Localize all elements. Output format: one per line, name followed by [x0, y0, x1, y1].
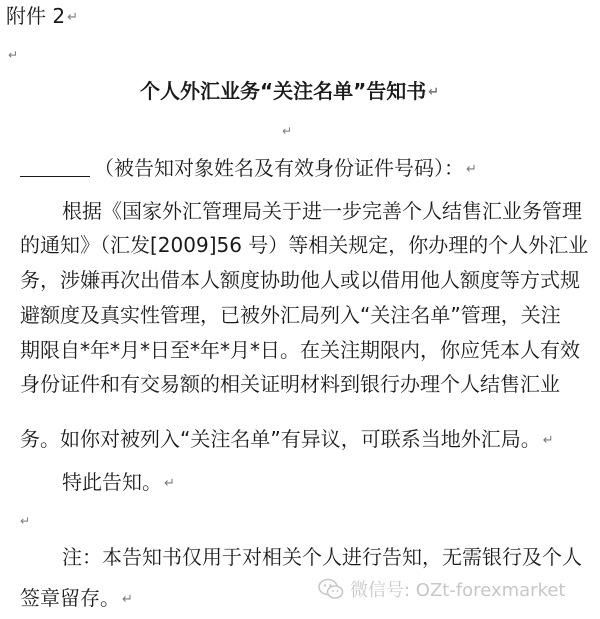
attachment-label: 附件 2 ↵ — [6, 4, 78, 28]
body-line: 的通知》（汇发[2009]56 号）等相关规定，你办理的个人外汇业 — [20, 233, 589, 257]
addressee-line: （被告知对象姓名及有效身份证件号码）： ↵ — [20, 156, 477, 182]
note-line: 注：本告知书仅用于对相关个人进行告知，无需银行及个人 — [62, 545, 582, 569]
wechat-logo-icon — [318, 578, 344, 600]
body-line: 身份证件和有交易额的相关证明材料到银行办理个人结售汇业 — [20, 372, 560, 396]
wechat-watermark — [318, 575, 565, 603]
paragraph-mark: ↵ — [282, 124, 293, 138]
paragraph-mark: ↵ — [8, 48, 19, 62]
body-line: 避额度及真实性管理，已被外汇局列入“关注名单”管理，关注 — [20, 303, 561, 327]
body-line-last: 务。如你对被列入“关注名单”有异议，可联系当地外汇局。 ↵ — [20, 427, 554, 451]
note-line-last: 签章留存。 ↵ — [20, 586, 133, 610]
body-line: 根据《国家外汇管理局关于进一步完善个人结售汇业务管理 — [62, 199, 582, 223]
watermark-text: 微信号: OZt-forexmarket — [350, 580, 566, 601]
body-line: 期限自*年*月*日至*年*月*日。在关注期限内，你应凭本人有效 — [20, 338, 580, 362]
paragraph-mark: ↵ — [20, 514, 31, 528]
name-blank — [20, 158, 90, 177]
document-title: 个人外汇业务“关注名单”告知书 ↵ — [140, 79, 440, 103]
body-line: 务，涉嫌再次出借本人额度协助他人或以借用他人额度等方式规 — [20, 268, 580, 292]
closing-line: 特此告知。 ↵ — [62, 470, 175, 494]
